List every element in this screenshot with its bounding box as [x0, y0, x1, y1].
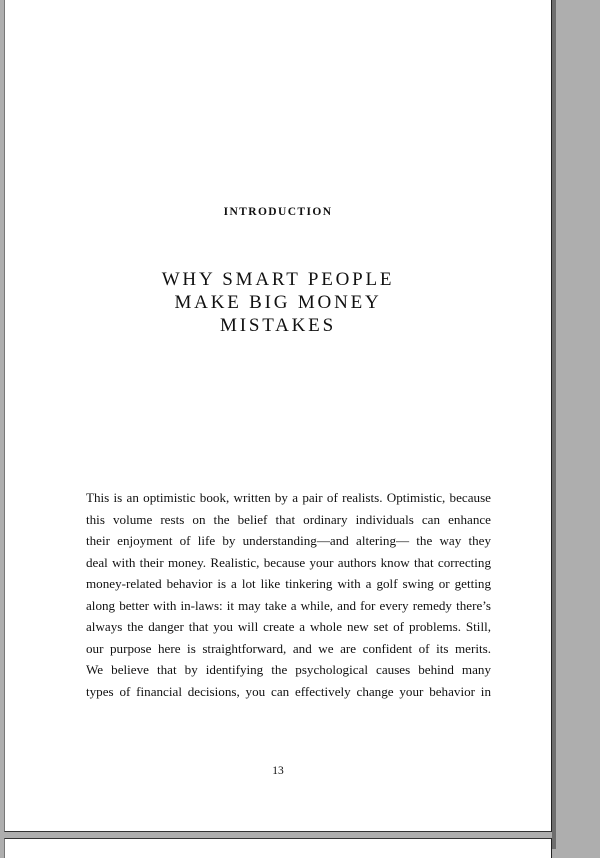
body-paragraph: [86, 487, 491, 702]
body-line: always the danger that you will create a whole new set of problems. Still,: [86, 619, 491, 634]
chapter-title-line: MISTAKES: [220, 315, 336, 336]
body-line: their enjoyment of life by understanding—and altering— the way they: [86, 533, 491, 548]
next-page-edge[interactable]: [4, 838, 552, 858]
chapter-title-line: WHY SMART PEOPLE: [161, 269, 395, 290]
body-line: This is an optimistic book, written by a pair of realists. Optimistic, because: [86, 490, 491, 505]
body-line: money-related behavior is a lot like tinkering with a golf swing or getting: [86, 576, 491, 591]
document-page: [4, 0, 552, 832]
body-line: types of financial decisions, you can effectively change your behavior in: [86, 683, 491, 699]
body-line: along better with in-laws: it may take a while, and for every remedy there’s: [86, 597, 491, 613]
chapter-title-line: MAKE BIG MONEY: [174, 292, 382, 313]
body-line: deal with their money. Realistic, because your authors know that correcting: [86, 554, 491, 570]
page-number: 13: [272, 765, 284, 777]
chapter-title: [5, 268, 551, 337]
body-line: We believe that by identifying the psychological causes behind many: [86, 662, 491, 677]
viewer-background-edge: [552, 0, 556, 849]
body-line: our purpose here is straightforward, and we are confident of its merits.: [86, 640, 491, 656]
section-label: INTRODUCTION: [223, 206, 333, 218]
body-line: this volume rests on the belief that ordinary individuals can enhance: [86, 511, 491, 527]
